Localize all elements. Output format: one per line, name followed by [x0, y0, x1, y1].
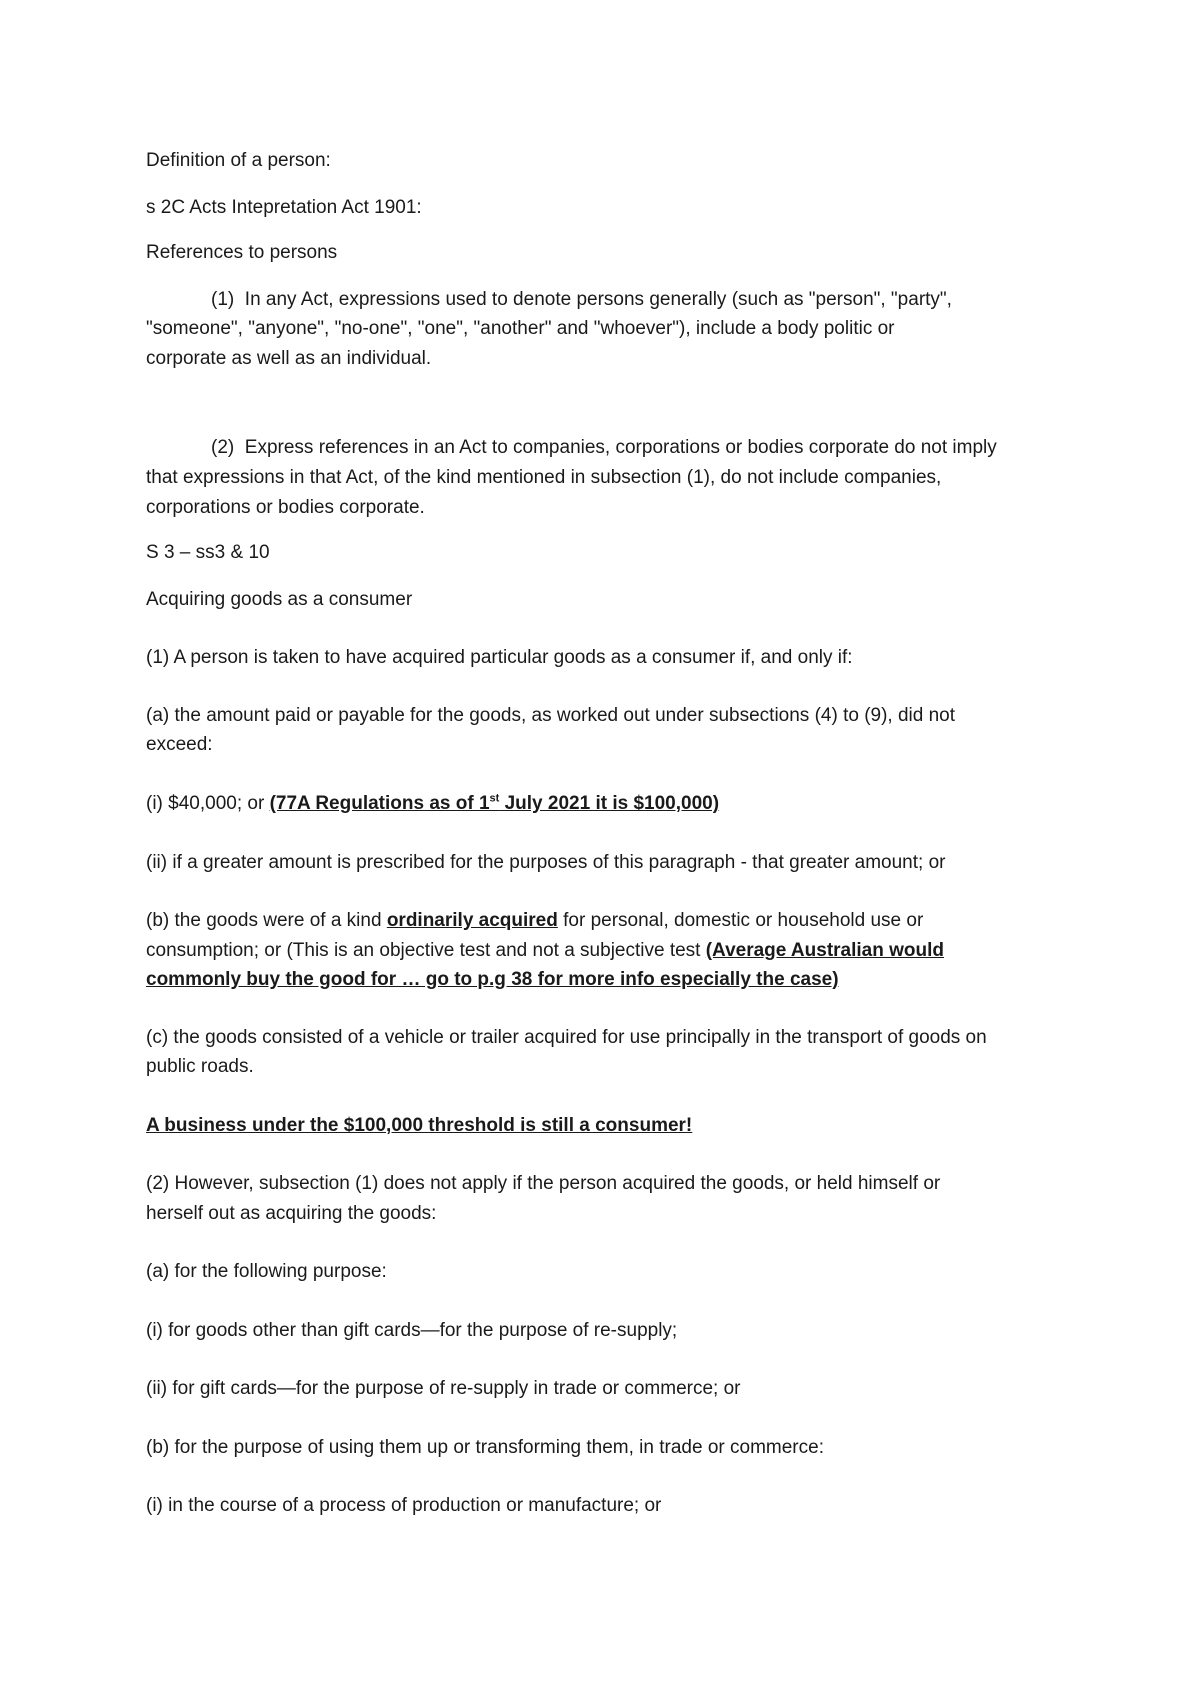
paragraph-2b-i: (i) in the course of a process of production or manufacture; or — [146, 1495, 662, 1516]
s3-reference: S 3 – ss3 & 10 — [146, 542, 270, 563]
s2c-2-line-1 — [211, 436, 997, 460]
paragraph-c-line-2: public roads. — [146, 1056, 254, 1077]
paragraph-ii: (ii) if a greater amount is prescribed for the purposes of this paragraph - that greater amount; or — [146, 852, 946, 873]
business-threshold-note: A business under the $100,000 threshold is still a consumer! — [146, 1115, 693, 1136]
paragraph-b-line-2: consumption; or (This is an objective test and not a subjective test (Average Australian would — [146, 940, 944, 961]
act-reference: s 2C Acts Intepretation Act 1901: — [146, 197, 422, 218]
paragraph-a-line-1: (a) the amount paid or payable for the goods, as worked out under subsections (4) to (9), did not — [146, 705, 956, 726]
paragraph-b-line-3 — [146, 968, 839, 992]
paragraph-2-line-1: (2) However, subsection (1) does not apply if the person acquired the goods, or held himself or — [146, 1173, 941, 1194]
paragraph-2a-ii: (ii) for gift cards—for the purpose of re-supply in trade or commerce; or — [146, 1378, 741, 1399]
s2c-1-text-line-1: In any Act, expressions used to denote persons generally (such as "person", "party", — [244, 289, 952, 310]
s2c-2-line-3: corporations or bodies corporate. — [146, 497, 425, 518]
ordinarily-acquired-emphasis: ordinarily acquired — [386, 910, 558, 931]
regulation-note: (77A Regulations as of 1st July 2021 it is $100,000) — [269, 792, 720, 814]
paragraph-2-line-2: herself out as acquiring the goods: — [146, 1203, 437, 1224]
paragraph-b-line-1: (b) the goods were of a kind ordinarily acquired for personal, domestic or household use or — [146, 910, 924, 931]
paragraph-a-line-2: exceed: — [146, 734, 213, 755]
s2c-2-number: (2) — [211, 437, 235, 458]
s2c-2-text-line-1: Express references in an Act to companies, corporations or bodies corporate do not imply — [244, 437, 997, 458]
paragraph-2b: (b) for the purpose of using them up or transforming them, in trade or commerce: — [146, 1437, 824, 1458]
ordinal-suffix: st — [489, 792, 500, 805]
heading-definition-of-person: Definition of a person: — [146, 150, 331, 171]
average-australian-note-end: commonly buy the good for … go to p.g 38 for more info especially the case) — [146, 969, 839, 990]
paragraph-1: (1) A person is taken to have acquired particular goods as a consumer if, and only if: — [146, 647, 853, 668]
paragraph-2a-i: (i) for goods other than gift cards—for the purpose of re-supply; — [146, 1320, 678, 1341]
average-australian-note-start: (Average Australian would — [705, 940, 944, 961]
s2c-1-line-1 — [211, 288, 952, 312]
paragraph-i-plain: (i) $40,000; or — [146, 793, 270, 814]
s2c-2-line-2: that expressions in that Act, of the kind mentioned in subsection (1), do not include companies, — [146, 467, 942, 488]
s2c-1-number: (1) — [211, 289, 235, 310]
section-title-references-to-persons: References to persons — [146, 242, 338, 263]
paragraph-2a: (a) for the following purpose: — [146, 1261, 387, 1282]
s3-title: Acquiring goods as a consumer — [146, 589, 413, 610]
paragraph-c-line-1: (c) the goods consisted of a vehicle or trailer acquired for use principally in the transport of goods on — [146, 1027, 987, 1048]
paragraph-i — [146, 792, 719, 816]
s2c-1-line-3: corporate as well as an individual. — [146, 348, 432, 369]
s2c-1-line-2: "someone", "anyone", "no-one", "one", "another" and "whoever"), include a body politic or — [146, 318, 895, 339]
